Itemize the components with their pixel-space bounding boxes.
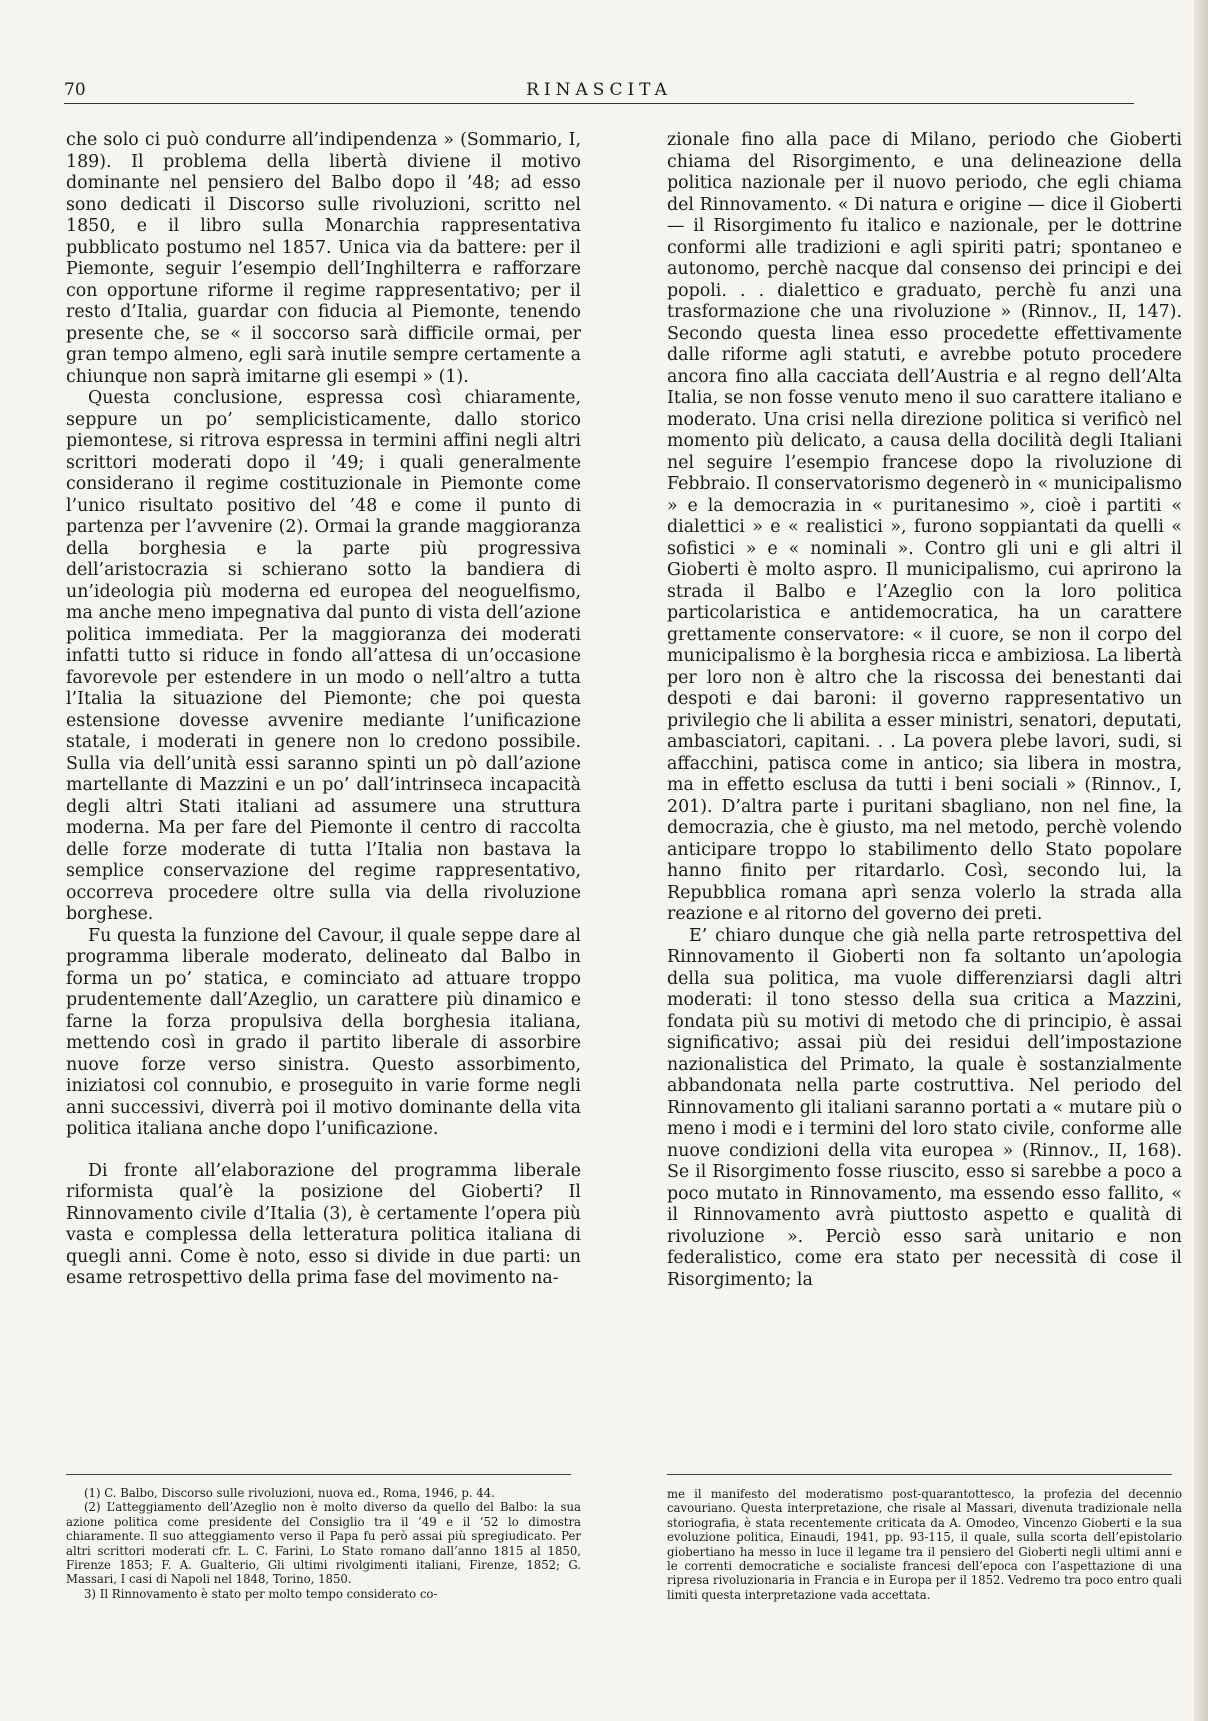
- footnote-rule-right: [667, 1474, 1172, 1475]
- footnotes-left: [66, 1486, 581, 1601]
- header-rule: [64, 103, 1134, 104]
- page-header: [64, 74, 1134, 104]
- page-number: 70: [64, 80, 86, 100]
- paragraph: E’ chiaro dunque che già nella parte retrospettiva del Rinnovamento il Gioberti non fa soltanto un’apologia della sua politica, ma vuole differenziarsi dagli altri moderati: il tono stesso della sua critica a Mazzini, fondata più su motivi di metodo che di principio, è assai significativo; assai più dei residui dell’impostazione nazionalistica del Primato, la quale è sostanzialmente abbandonata nella parte costruttiva. Nel periodo del Rinnovamento gli italiani saranno portati a « mutare più o meno i modi e i termini del loro stato civile, conforme alle nuove condizioni della vita europea » (Rinnov., II, 168). Se il Risorgimento fosse riuscito, esso si sarebbe a poco a poco mutato in Rinnovamento, ma essendo esso fallito, « il Rinnovamento avrà piuttosto aspetto e qualità di rivoluzione ». Perciò esso sarà unitario e non federalistico, come era stato per necessità di cose il Risorgimento; la: [667, 925, 1182, 1290]
- footnote: me il manifesto del moderatismo post-quarantottesco, la profezia del decennio cavouriano. Questa interpretazione, che risale al Massari, divenuta tradizionale nella storiografia, è stata recentemente criticata da A. Omodeo, Vincenzo Gioberti e la sua evoluzione politica, Einaudi, 1941, pp. 93-115, il quale, sulla scorta dell’epistolario giobertiano ha messo in luce il legame tra il pensiero del Gioberti negli ultimi anni e le correnti democratiche e socialiste francesi dell’epoca con l’aspettazione di una ripresa rivoluzionaria in Francia e in Europa per il 1852. Vedremo tra poco entro quali limiti questa interpretazione vada accettata.: [667, 1487, 1182, 1602]
- paragraph: zionale fino alla pace di Milano, periodo che Gioberti chiama del Risorgimento, e una delineazione della politica nazionale per il nuovo periodo, che egli chiama del Rinnovamento. « Di natura e origine — dice il Gioberti — il Risorgimento fu italico e nazionale, per le dottrine conformi alle tradizioni e agli spiriti patri; spontaneo e autonomo, perchè nacque dal consenso dei principi e dei popoli. . . dialettico e graduato, perchè fu anzi una trasformazione che una rivoluzione » (Rinnov., II, 147). Secondo questa linea esso procedette effettivamente dalle riforme agli statuti, e avrebbe potuto procedere ancora fino alla cacciata dell’Austria e al regno dell’Alta Italia, se non fosse venuto meno il suo carattere italiano e moderato. Una crisi nella direzione politica si verificò nel momento più delicato, a causa della docilità degli Italiani nel seguire l’esempio francese dopo la rivoluzione di Febbraio. Il conservatorismo degenerò in « municipalismo » e la democrazia in « puritanesimo », cioè i partiti « dialettici » e « realistici », furono soppiantati da quelli « sofistici » e « nominali ». Contro gli uni e gli altri il Gioberti è molto aspro. Il municipalismo, cui aprirono la strada il Balbo e l’Azeglio con la loro politica particolaristica e antidemocratica, ha un carattere grettamente conservatore: « il cuore, se non il corpo del municipalismo è la borghesia ricca e ambiziosa. La libertà per loro non è altro che la riscossa dei benestanti dai despoti e dai baroni: il governo rappresentativo un privilegio che li abilita a esser ministri, senatori, deputati, ambasciatori, capitani. . . La povera plebe lavori, sudi, si affacchini, patisca come in antico; sia libera in mostra, ma in effetto esclusa da tutti i beni sociali » (Rinnov., I, 201). D’altra parte i puritani sbagliano, non nel fine, la democrazia, che è giusto, ma nel metodo, perchè volendo anticipare troppo lo stabilimento dello Stato popolare hanno finito per ritardarlo. Così, secondo lui, la Repubblica romana aprì senza volerlo la strada alla reazione e al ritorno del governo dei preti.: [667, 130, 1182, 924]
- paragraph: Di fronte all’elaborazione del programma liberale riformista qual’è la posizione del Gioberti? Il Rinnovamento civile d’Italia (3), è certamente l’opera più vasta e complessa della letteratura politica italiana di quegli anni. Come è noto, esso si divide in due parti: un esame retrospettivo della prima fase del movimento na-: [66, 1160, 581, 1288]
- page-edge-shadow: [1194, 0, 1208, 1721]
- footnote-rule-left: [66, 1474, 571, 1475]
- footnote: (1) C. Balbo, Discorso sulle rivoluzioni, nuova ed., Roma, 1946, p. 44.: [84, 1486, 495, 1500]
- running-title: RINASCITA: [526, 80, 672, 100]
- left-column: [66, 130, 581, 1290]
- footnote: (2) L’atteggiamento dell’Azeglio non è molto diverso da quello del Balbo: la sua azione politica come presidente del Consiglio tra il ’49 e il ’52 lo dimostra chiaramente. Il suo atteggiamento verso il Papa fu però assai più spregiudicato. Per altri scrittori moderati cfr. L. C. Farini, Lo Stato romano dall’anno 1815 al 1850, Firenze 1853; F. A. Gualterio, Gli ultimi rivolgimenti italiani, Firenze, 1852; G. Massari, I casi di Napoli nel 1848, Torino, 1850.: [66, 1500, 581, 1587]
- paragraph: Fu questa la funzione del Cavour, il quale seppe dare al programma liberale moderato, delineato dal Balbo in forma un po’ statica, e cominciato ad attuare troppo prudentemente dall’Azeglio, un carattere più dinamico e farne la forza propulsiva della borghesia italiana, mettendo così in grado il partito liberale di assorbire nuove forze verso sinistra. Questo assorbimento, iniziatosi col connubio, e proseguito in varie forme negli anni successivi, diverrà poi il motivo dominante della vita politica italiana anche dopo l’unificazione.: [66, 925, 581, 1139]
- right-column: [667, 130, 1182, 1291]
- paragraph: che solo ci può condurre all’indipendenza » (Sommario, I, 189). Il problema della libertà diviene il motivo dominante nel pensiero del Balbo dopo il ’48; ad esso sono dedicati il Discorso sulle rivoluzioni, scritto nel 1850, e il libro sulla Monarchia rappresentativa pubblicato postumo nel 1857. Unica via da battere: per il Piemonte, seguir l’esempio dell’Inghilterra e rafforzare con opportune riforme il regime rappresentativo; per il resto d’Italia, guardar con fiducia al Piemonte, tenendo presente che, se « il soccorso sarà difficile ormai, per gran tempo almeno, egli sarà inutile sempre certamente a chiunque non saprà imitarne gli esempi » (1).: [66, 130, 581, 387]
- footnotes-right: [667, 1487, 1182, 1602]
- footnote: 3) Il Rinnovamento è stato per molto tempo considerato co-: [84, 1586, 438, 1601]
- paragraph: Questa conclusione, espressa così chiaramente, seppure un po’ semplicisticamente, dallo storico piemontese, si ritrova espressa in termini affini negli altri scrittori moderati dopo il ’49; i quali generalmente considerano il regime costituzionale in Piemonte come l’unico risultato positivo del ’48 e come il punto di partenza per l’avvenire (2). Ormai la grande maggioranza della borghesia e la parte più progressiva dell’aristocrazia si schierano sotto la bandiera di un’ideologia più moderna ed europea del neoguelfismo, ma anche meno impegnativa dal punto di vista dell’azione politica immediata. Per la maggioranza dei moderati infatti tutto si riduce in fondo all’attesa di un’occasione favorevole per estendere in un modo o nell’altro a tutta l’Italia la situazione del Piemonte; che poi questa estensione dovesse avvenire mediante l’unificazione statale, i moderati in genere non lo credono possibile. Sulla via dell’unità essi saranno spinti un pò dall’azione martellante di Mazzini e un po’ dall’intrinseca incapacità degli altri Stati italiani ad assumere una struttura moderna. Ma per fare del Piemonte il centro di raccolta delle forze moderate di tutta l’Italia non bastava la semplice conservazione del regime rappresentativo, occorreva procedere oltre sulla via della rivoluzione borghese.: [66, 388, 581, 924]
